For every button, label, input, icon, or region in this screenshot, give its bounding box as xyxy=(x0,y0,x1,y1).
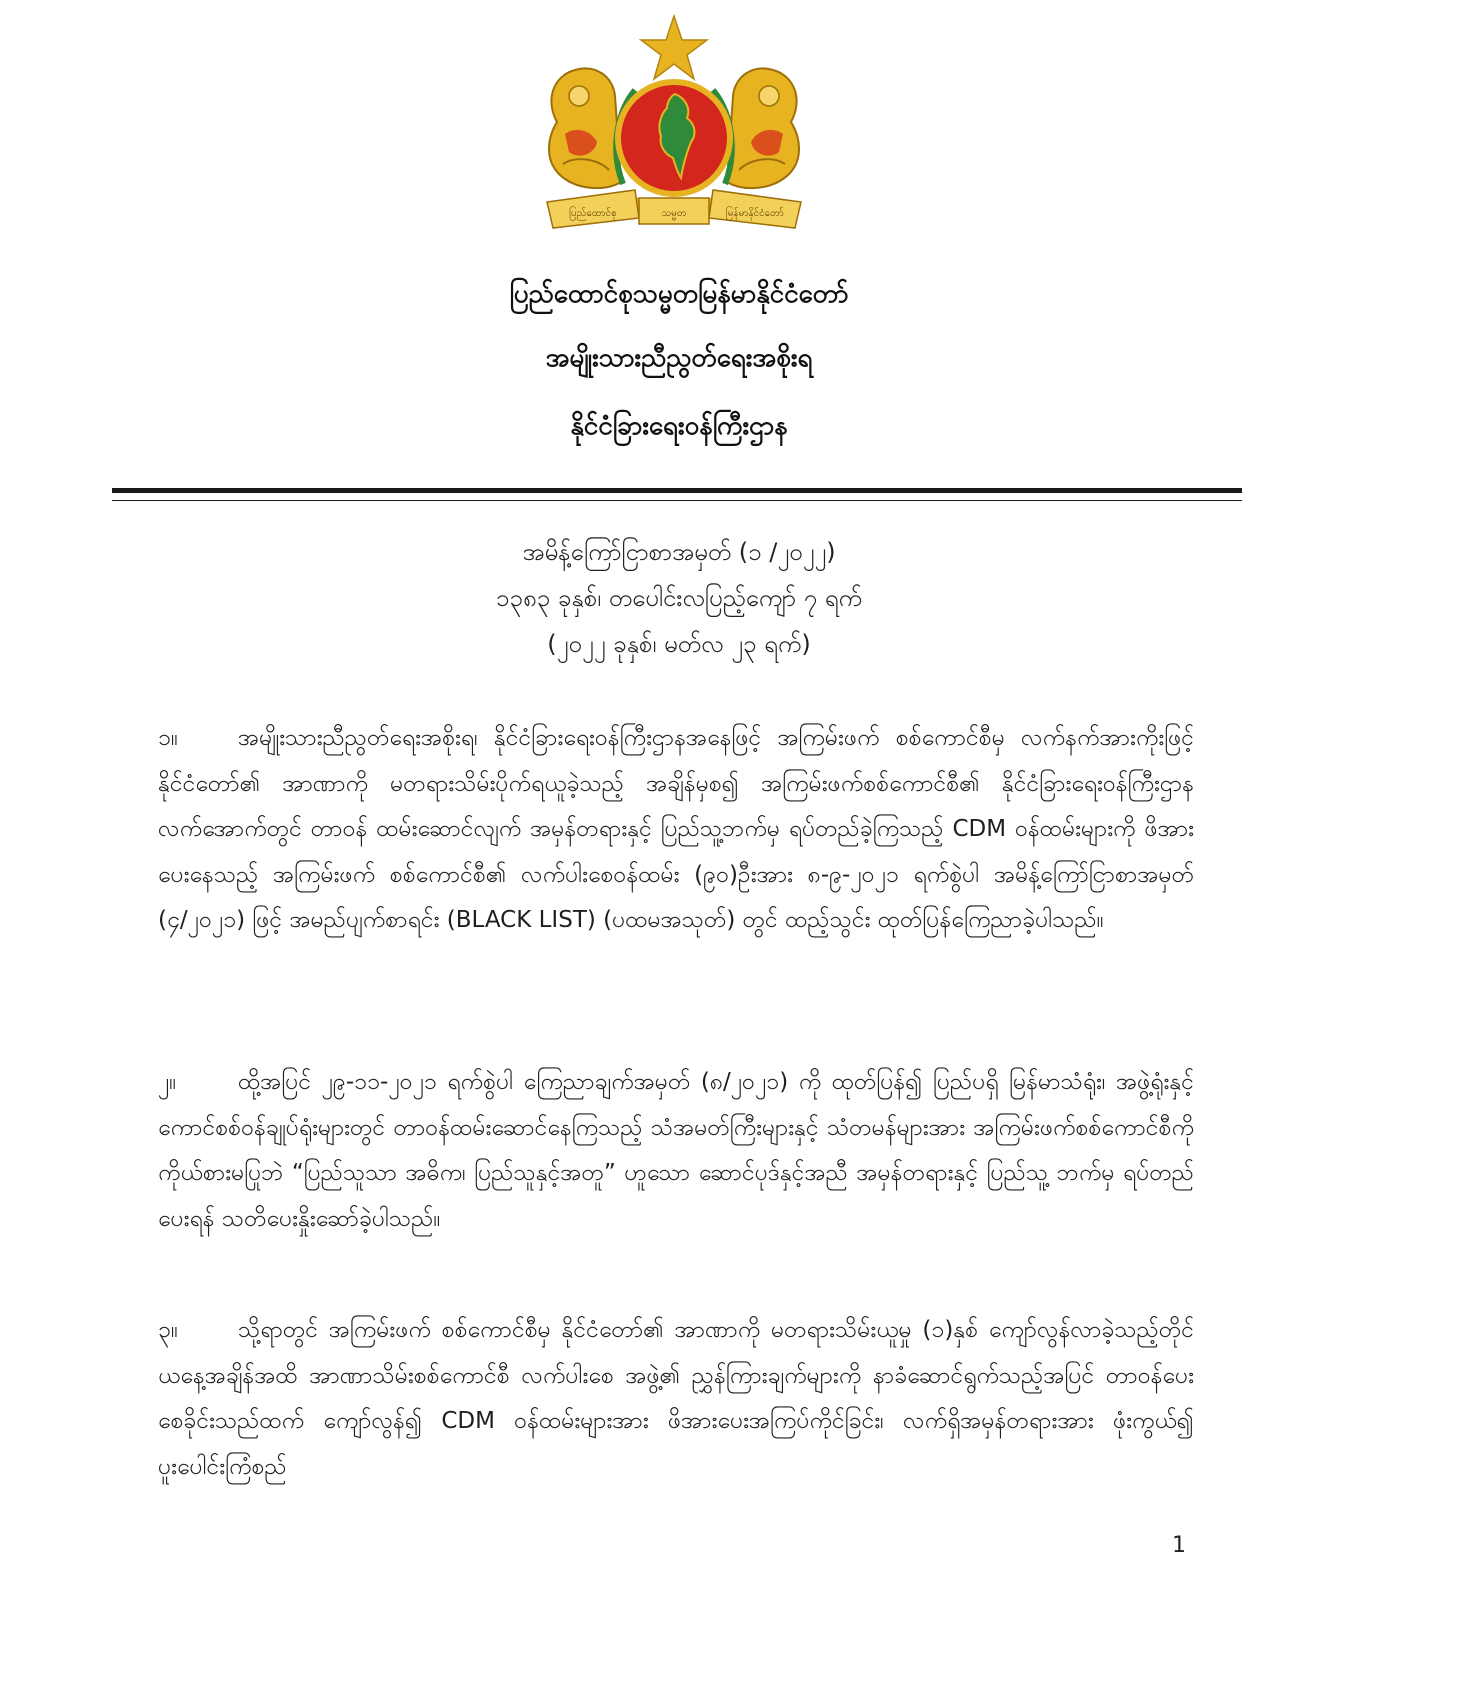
divider-thin xyxy=(112,500,1242,501)
star-icon xyxy=(641,16,707,79)
page-number: 1 xyxy=(1172,1533,1186,1558)
svg-text:သမ္မတ: သမ္မတ xyxy=(661,208,687,219)
paragraph-number: ၂။ xyxy=(158,1069,177,1095)
myanmar-date: ၁၃၈၃ ခုနှစ်၊ တပေါင်းလပြည့်ကျော် ၇ ရက် xyxy=(496,584,862,612)
heading-ministry: နိုင်ငံခြားရေးဝန်ကြီးဌာန xyxy=(570,411,788,441)
paragraph-1 xyxy=(158,716,1194,944)
paragraph-text: ထို့အပြင် ၂၉-၁၁-၂၀၂၁ ရက်စွဲပါ ကြေညာချက်အမှတ် (၈/၂၀၂၁) ကို ထုတ်ပြန်၍ ပြည်ပရှိ မြန်မာသံရုံး၊ အဖွဲ့ရုံးနှင့် ကောင်စစ်ဝန်ချုပ်ရုံးများတွင် တာဝန်ထမ်းဆောင်နေကြသည့် သံအမတ်ကြီးများနှင့် သံတမန်များအား အကြမ်းဖက်စစ်ကောင်စီကို ကိုယ်စားမပြုဘဲ “ပြည်သူသာ အဓိက၊ ပြည်သူနှင့်အတူ” ဟူသော ဆောင်ပုဒ်နှင့်အညီ အမှန်တရားနှင့် ပြည်သူ့ ဘက်မှ ရပ်တည်ပေးရန် သတိပေးနှိုးဆော်ခဲ့ပါသည်။ xyxy=(158,1069,1194,1232)
heading-country: ပြည်ထောင်စုသမ္မတမြန်မာနိုင်ငံတော် xyxy=(509,279,849,309)
svg-text:မြန်မာနိုင်ငံတော်: မြန်မာနိုင်ငံတော် xyxy=(726,208,784,219)
state-emblem-icon xyxy=(535,14,813,238)
divider-thick xyxy=(112,488,1242,493)
paragraph-number: ၃။ xyxy=(158,1317,178,1343)
heading-government: အမျိုးသားညီညွတ်ရေးအစိုးရ xyxy=(545,343,813,373)
svg-text:ပြည်ထောင်စု: ပြည်ထောင်စု xyxy=(569,208,617,219)
paragraph-text: အမျိုးသားညီညွတ်ရေးအစိုးရ၊ နိုင်ငံခြားရေးဝန်ကြီးဌာနအနေဖြင့် အကြမ်းဖက် စစ်ကောင်စီမှ လက်နက်အားကိုးဖြင့် နိုင်ငံတော်၏ အာဏာကို မတရားသိမ်းပိုက်ရယူခဲ့သည့် အချိန်မှစ၍ အကြမ်းဖက်စစ်ကောင်စီ၏ နိုင်ငံခြားရေးဝန်ကြီးဌာနလက်အောက်တွင် တာဝန် ထမ်းဆောင်လျက် အမှန်တရားနှင့် ပြည်သူ့ဘက်မှ ရပ်တည်ခဲ့ကြသည့် CDM ဝန်ထမ်းများကို ဖိအားပေးနေသည့် အကြမ်းဖက် စစ်ကောင်စီ၏ လက်ပါးစေဝန်ထမ်း (၉၀)ဦးအား ၈-၉-၂၀၂၁ ရက်စွဲပါ အမိန့်ကြော်ငြာစာအမှတ် (၄/၂၀၂၁) ဖြင့် အမည်ပျက်စာရင်း (BLACK LIST) (ပထမအသုတ်) တွင် ထည့်သွင်း ထုတ်ပြန်ကြေညာခဲ့ပါသည်။ xyxy=(158,725,1194,933)
statement-number: အမိန့်ကြော်ငြာစာအမှတ် (၁ /၂၀၂၂) xyxy=(522,538,836,566)
paragraph-3 xyxy=(158,1308,1194,1490)
right-lion-icon xyxy=(727,68,799,188)
left-lion-icon xyxy=(549,68,621,188)
paragraph-2 xyxy=(158,1060,1194,1242)
paragraph-number: ၁။ xyxy=(158,725,178,751)
gregorian-date: (၂၀၂၂ ခုနှစ်၊ မတ်လ ၂၃ ရက်) xyxy=(547,630,811,658)
paragraph-text: သို့ရာတွင် အကြမ်းဖက် စစ်ကောင်စီမှ နိုင်ငံတော်၏ အာဏာကို မတရားသိမ်းယူမှု (၁)နှစ် ကျော်လွန်လာခဲ့သည့်တိုင် ယနေ့အချိန်အထိ အာဏာသိမ်းစစ်ကောင်စီ လက်ပါးစေ အဖွဲ့၏ ညွှန်ကြားချက်များကို နာခံဆောင်ရွက်သည့်အပြင် တာဝန်ပေးစေခိုင်းသည်ထက် ကျော်လွန်၍ CDM ဝန်ထမ်းများအား ဖိအားပေးအကြပ်ကိုင်ခြင်း၊ လက်ရှိအမှန်တရားအား ဖုံးကွယ်၍ ပူးပေါင်းကြံစည် xyxy=(158,1317,1194,1480)
